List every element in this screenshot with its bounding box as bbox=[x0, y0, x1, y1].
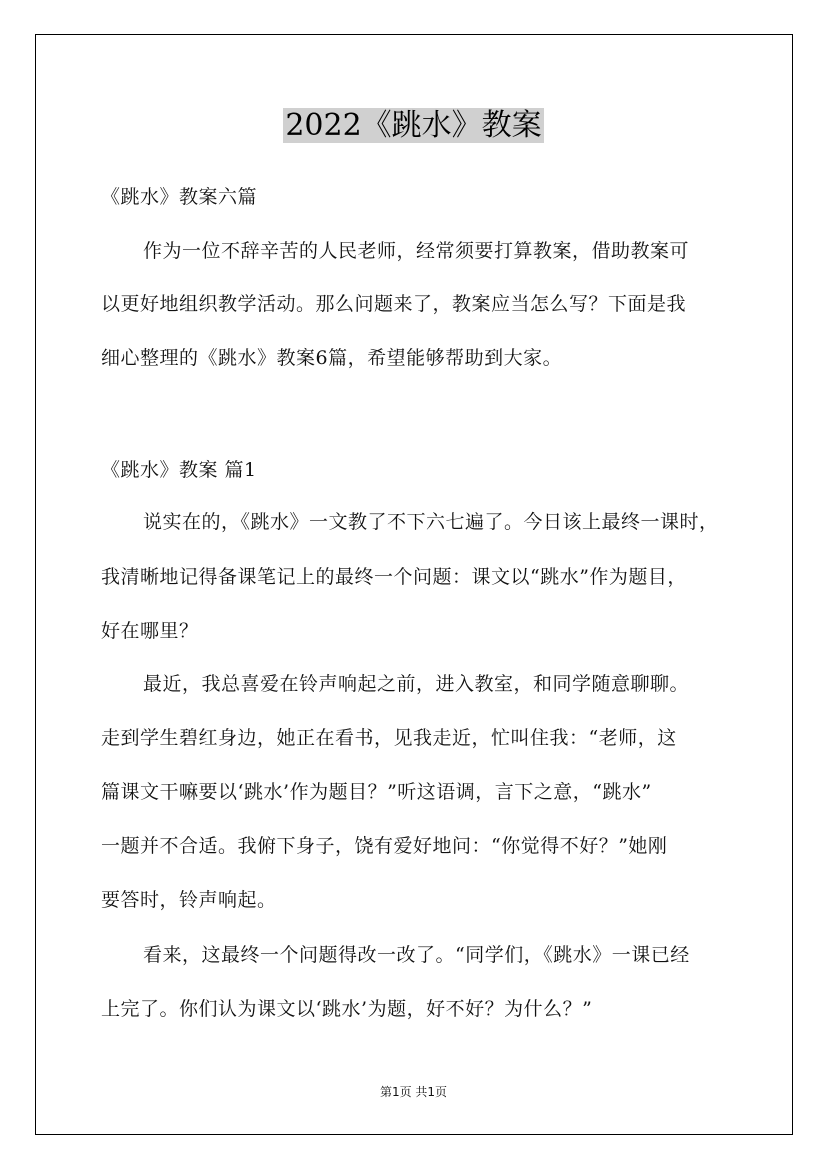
paragraph-line: 上完了。你们认为课文以‘跳水’为题，好不好？为什么？” bbox=[101, 998, 593, 1020]
document-title bbox=[0, 100, 827, 144]
paragraph-line: 走到学生碧红身边，她正在看书，见我走近，忙叫住我：“老师，这 bbox=[101, 727, 677, 749]
paragraph-line: 好在哪里？ bbox=[101, 620, 199, 642]
paragraph-line: 要答时，铃声响起。 bbox=[101, 889, 277, 911]
paragraph-line: 我清晰地记得备课笔记上的最终一个问题：课文以“跳水”作为题目， bbox=[101, 566, 687, 588]
section-heading: 《跳水》教案 篇1 bbox=[101, 459, 257, 481]
paragraph-line: 看来，这最终一个问题得改一改了。“同学们，《跳水》一课已经 bbox=[143, 944, 690, 966]
intro-line: 作为一位不辞辛苦的人民老师，经常须要打算教案，借助教案可 bbox=[143, 240, 690, 262]
paragraph-line: 篇课文干嘛要以‘跳水’作为题目？”听这语调，言下之意，“跳水” bbox=[101, 781, 652, 803]
page-footer: 第1页 共1页 bbox=[379, 1085, 448, 1099]
intro-line: 以更好地组织教学活动。那么问题来了，教案应当怎么写？下面是我 bbox=[101, 293, 687, 315]
paragraph-line: 最近，我总喜爱在铃声响起之前，进入教室，和同学随意聊聊。 bbox=[143, 673, 690, 695]
document-title-text: 2022《跳水》教案 bbox=[285, 108, 542, 143]
document-subtitle: 《跳水》教案六篇 bbox=[101, 186, 258, 208]
paragraph-line: 一题并不合适。我俯下身子，饶有爱好地问：“你觉得不好？”她刚 bbox=[101, 835, 668, 857]
paragraph-line: 说实在的，《跳水》一文教了不下六七遍了。今日该上最终一课时， bbox=[143, 511, 719, 533]
intro-line: 细心整理的《跳水》教案6篇，希望能够帮助到大家。 bbox=[101, 347, 563, 369]
